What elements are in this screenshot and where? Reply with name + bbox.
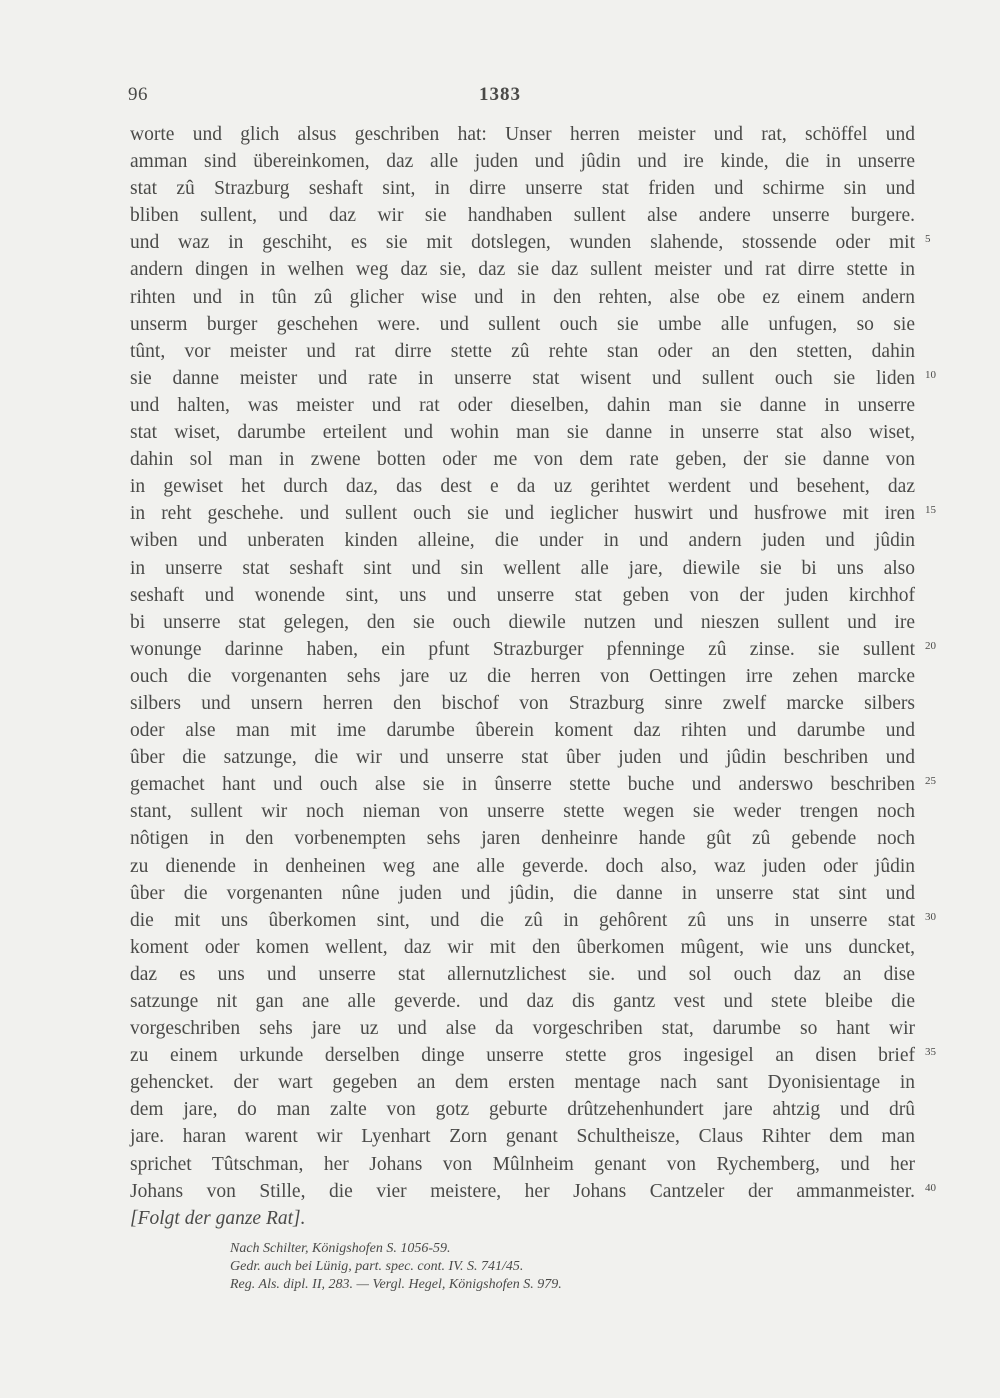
text-line-content: Johans von Stille, die vier meistere, her Johans Cantzeler der ammanmeister. bbox=[130, 1180, 915, 1202]
text-line-content: satzunge nit gan ane alle geverde. und daz dis gantz vest und stete bleibe die bbox=[130, 991, 915, 1012]
text-line-content: stat zû Strazburg seshaft sint, in dirre unserre stat friden und schirme sin und bbox=[130, 178, 915, 200]
text-line bbox=[130, 961, 915, 988]
source-note: Gedr. auch bei Lünig, part. spec. cont. IV. S. 741/45. bbox=[230, 1259, 524, 1274]
text-line bbox=[130, 419, 915, 446]
margin-line-number: 35 bbox=[925, 1046, 936, 1059]
text-line-content: koment oder komen wellent, daz wir mit den ûberkomen mûgent, wie uns duncket, bbox=[130, 936, 915, 958]
text-line-content: oder alse man mit ime darumbe ûberein koment daz rihten und darumbe und bbox=[130, 720, 915, 742]
document-year: 1383 bbox=[479, 84, 521, 105]
text-line bbox=[130, 256, 915, 283]
text-line bbox=[130, 229, 931, 256]
text-line bbox=[130, 636, 936, 663]
text-line bbox=[130, 907, 936, 934]
text-line bbox=[130, 473, 915, 500]
text-line bbox=[130, 446, 915, 473]
text-line-content: ûber die vorgenanten nûne juden und jûdin, die danne in unserre stat sint und bbox=[130, 882, 915, 904]
text-line bbox=[130, 555, 915, 582]
text-line bbox=[130, 853, 915, 880]
text-line bbox=[130, 365, 936, 392]
margin-line-number: 10 bbox=[925, 368, 936, 381]
text-line-content: in gewiset het durch daz, das dest e da uz gerihtet werdent und besehent, daz bbox=[130, 476, 915, 498]
text-line-content: nôtigen in den vorbenempten sehs jaren denheinre hande gût zû gebende noch bbox=[130, 828, 915, 850]
text-line-content: dem jare, do man zalte von gotz geburte drûtzehenhundert jare ahtzig und drû bbox=[130, 1099, 915, 1121]
text-line bbox=[130, 582, 915, 609]
text-line-content: und halten, was meister und rat oder dieselben, dahin man sie danne in unserre bbox=[130, 394, 915, 416]
text-line bbox=[130, 1042, 936, 1069]
text-line-content: silbers und unsern herren den bischof von Strazburg sinre zwelf marcke silbers bbox=[130, 692, 915, 714]
text-line bbox=[130, 690, 915, 717]
text-line-content: ûber die satzunge, die wir und unserre stat ûber juden und jûdin beschriben und bbox=[130, 747, 915, 769]
text-line-content: amman sind übereinkomen, daz alle juden und jûdin und ire kinde, die in unserre bbox=[130, 151, 915, 173]
text-line-content: ouch die vorgenanten sehs jare uz die herren von Oettingen irre zehen marcke bbox=[130, 665, 915, 687]
source-note: Reg. Als. dipl. II, 283. — Vergl. Hegel, Königshofen S. 979. bbox=[230, 1277, 562, 1292]
text-line bbox=[130, 1096, 915, 1123]
charter-text bbox=[130, 121, 936, 1232]
text-line bbox=[130, 663, 915, 690]
margin-line-number: 5 bbox=[925, 233, 931, 246]
text-line bbox=[130, 798, 915, 825]
text-line bbox=[130, 284, 915, 311]
text-line bbox=[130, 121, 915, 148]
text-line bbox=[130, 825, 915, 852]
text-line bbox=[130, 934, 915, 961]
text-line bbox=[130, 500, 936, 527]
text-line-content: bliben sullent, und daz wir sie handhaben sullent alse andere unserre burgere. bbox=[130, 205, 915, 227]
text-line-content: zu dienende in denheinen weg ane alle geverde. doch also, waz juden oder jûdin bbox=[130, 855, 915, 877]
text-line-content: stant, sullent wir noch nieman von unserre stette wegen sie weder trengen noch bbox=[130, 801, 915, 823]
text-line-content: gemachet hant und ouch alse sie in ûnserre stette buche und anderswo beschriben bbox=[130, 774, 915, 796]
text-line bbox=[130, 175, 915, 202]
text-line bbox=[130, 1178, 936, 1205]
text-line bbox=[130, 1015, 915, 1042]
text-line-content: wonunge darinne haben, ein pfunt Strazburger pfenninge zû zinse. sie sullent bbox=[130, 638, 915, 660]
margin-line-number: 40 bbox=[925, 1181, 936, 1194]
text-line-content: rihten und in tûn zû glicher wise und in den rehten, alse obe ez einem andern bbox=[130, 286, 915, 308]
text-line-content: jare. haran warent wir Lyenhart Zorn genant Schultheisze, Claus Rihter dem man bbox=[130, 1126, 915, 1148]
text-line bbox=[130, 1151, 915, 1178]
text-line bbox=[130, 609, 915, 636]
text-line-content: und waz in geschiht, es sie mit dotslegen, wunden slahende, stossende oder mit bbox=[130, 232, 915, 254]
page-number: 96 bbox=[128, 84, 148, 105]
text-line bbox=[130, 988, 915, 1015]
text-line bbox=[130, 527, 915, 554]
text-line-content: in unserre stat seshaft sint und sin wellent alle jare, diewile sie bi uns also bbox=[130, 557, 915, 579]
text-line-content: bi unserre stat gelegen, den sie ouch diewile nutzen und nieszen sullent und ire bbox=[130, 611, 915, 633]
text-line-content: stat wiset, darumbe erteilent und wohin man sie danne in unserre stat also wiset, bbox=[130, 422, 915, 444]
text-line-content: seshaft und wonende sint, uns und unserre stat geben von der juden kirchhof bbox=[130, 584, 915, 606]
text-line-content: sie danne meister und rate in unserre stat wisent und sullent ouch sie liden bbox=[130, 367, 915, 389]
closing-line: [Folgt der ganze Rat]. bbox=[130, 1207, 306, 1229]
text-line bbox=[130, 771, 936, 798]
text-line-content: tûnt, vor meister und rat dirre stette zû rehte stan oder an den stetten, dahin bbox=[130, 340, 915, 362]
source-note: Nach Schilter, Königshofen S. 1056-59. bbox=[230, 1241, 451, 1256]
text-line-content: dahin sol man in zwene botten oder me von dem rate geben, der sie danne von bbox=[130, 449, 915, 471]
text-line-content: sprichet Tûtschman, her Johans von Mûlnheim genant von Rychemberg, und her bbox=[130, 1153, 915, 1175]
text-line-content: zu einem urkunde derselben dinge unserre stette gros ingesigel an disen brief bbox=[130, 1045, 915, 1067]
text-line-content: wiben und unberaten kinden alleine, die under in und andern juden und jûdin bbox=[130, 530, 915, 552]
text-line bbox=[130, 717, 915, 744]
text-line bbox=[130, 311, 915, 338]
text-line-content: gehencket. der wart gegeben an dem ersten mentage nach sant Dyonisientage in bbox=[130, 1072, 915, 1094]
text-line-content: in reht geschehe. und sullent ouch sie und ieglicher huswirt und husfrowe mit iren bbox=[130, 503, 915, 525]
text-line-content: daz es uns und unserre stat allernutzlichest sie. und sol ouch daz an dise bbox=[130, 963, 915, 985]
text-line bbox=[130, 338, 915, 365]
margin-line-number: 20 bbox=[925, 639, 936, 652]
text-line-content: unserm burger geschehen were. und sullent ouch sie umbe alle unfugen, so sie bbox=[130, 313, 915, 335]
text-line bbox=[130, 1069, 915, 1096]
source-notes bbox=[230, 1240, 562, 1294]
text-line bbox=[130, 744, 915, 771]
margin-line-number: 15 bbox=[925, 504, 936, 517]
text-line-content: worte und glich alsus geschriben hat: Unser herren meister und rat, schöffel und bbox=[130, 124, 915, 145]
margin-line-number: 25 bbox=[925, 775, 936, 788]
text-line bbox=[130, 1123, 915, 1150]
text-line-content: andern dingen in welhen weg daz sie, daz sie daz sullent meister und rat dirre stette in bbox=[130, 259, 915, 281]
text-line-content: die mit uns ûberkomen sint, und die zû in gehôrent zû uns in unserre stat bbox=[130, 909, 915, 931]
text-line bbox=[130, 202, 915, 229]
text-line bbox=[130, 392, 915, 419]
text-line-content: vorgeschriben sehs jare uz und alse da vorgeschriben stat, darumbe so hant wir bbox=[130, 1018, 915, 1040]
text-line bbox=[130, 148, 915, 175]
margin-line-number: 30 bbox=[925, 910, 936, 923]
text-line bbox=[130, 880, 915, 907]
